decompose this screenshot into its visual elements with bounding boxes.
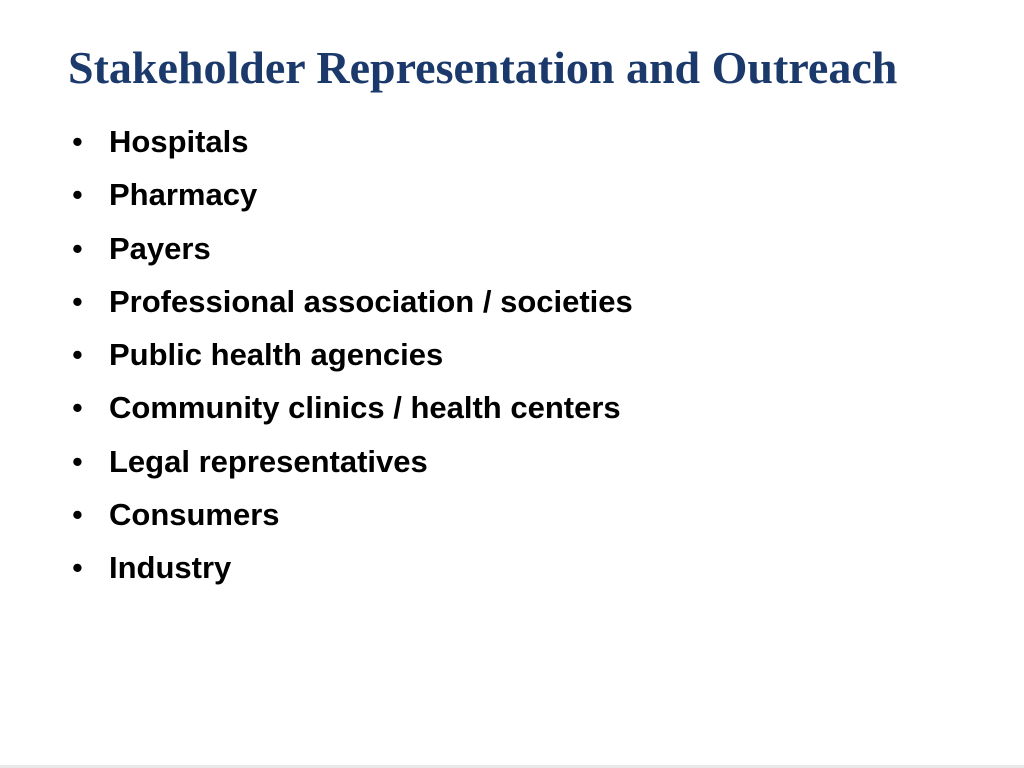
list-item (72, 390, 633, 443)
list-item (72, 177, 633, 230)
list-item-label: Consumers (109, 497, 280, 533)
list-item (72, 337, 633, 390)
list-item (72, 550, 633, 603)
list-item-label: Industry (109, 550, 232, 586)
bullet-list (72, 124, 633, 604)
bullet-icon: • (72, 497, 83, 533)
bullet-icon: • (72, 177, 83, 213)
bullet-icon: • (72, 390, 83, 426)
list-item (72, 497, 633, 550)
bullet-icon: • (72, 124, 83, 159)
bullet-icon: • (72, 550, 83, 586)
list-item (72, 124, 633, 177)
list-item (72, 444, 633, 497)
slide-title: Stakeholder Representation and Outreach (68, 42, 898, 93)
list-item-label: Legal representatives (109, 443, 428, 479)
list-item (72, 284, 633, 337)
bullet-icon: • (72, 443, 83, 479)
list-item-label: Public health agencies (109, 337, 444, 373)
bullet-icon: • (72, 337, 83, 373)
bullet-icon: • (72, 283, 83, 319)
list-item-label: Hospitals (109, 124, 249, 159)
list-item-label: Payers (109, 230, 211, 266)
list-item (72, 231, 633, 284)
bullet-icon: • (72, 230, 83, 266)
list-item-label: Pharmacy (109, 177, 258, 213)
list-item-label: Community clinics / health centers (109, 390, 621, 426)
list-item-label: Professional association / societies (109, 283, 633, 319)
